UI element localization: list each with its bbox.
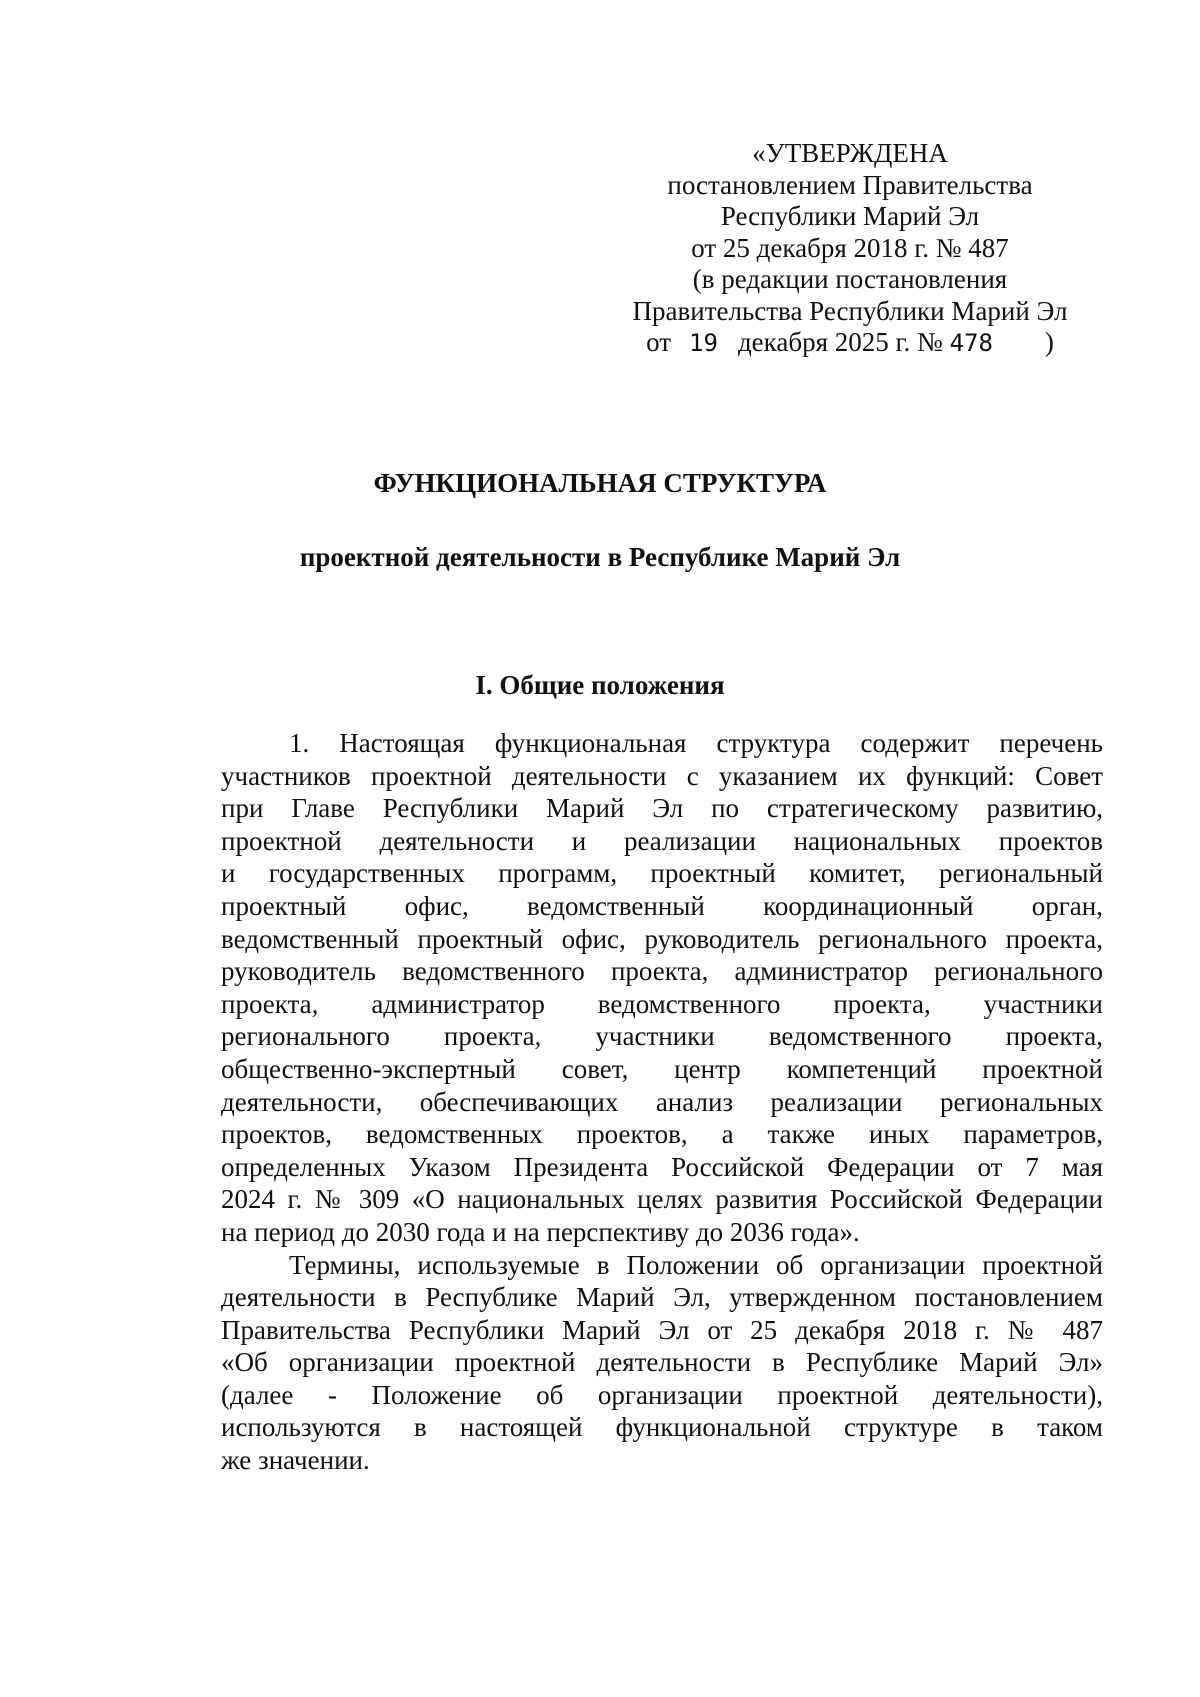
text-line: 1. Настоящая функциональная структура содержит перечень bbox=[289, 728, 1103, 758]
approval-amendment-date-line bbox=[600, 327, 1100, 360]
approval-line: (в редакции постановления bbox=[692, 264, 1008, 294]
amendment-month-year: декабря 2025 г. № bbox=[737, 327, 943, 357]
text-line: и государственных программ, проектный комитет, региональный bbox=[221, 858, 1103, 889]
approval-line: постановлением Правительства bbox=[667, 169, 1033, 200]
text-line: 2024 г. № 309 «О национальных целях развития Российской Федерации bbox=[221, 1184, 1103, 1215]
approval-line: Республики Марий Эл bbox=[720, 201, 980, 231]
text-line: при Главе Республики Марий Эл по стратегическому развитию, bbox=[221, 793, 1103, 824]
paragraph-2 bbox=[221, 1249, 1103, 1477]
amendment-number: 478 bbox=[949, 329, 993, 357]
approval-line: «УТВЕРЖДЕНА bbox=[752, 138, 948, 168]
amendment-close-paren: ) bbox=[1044, 327, 1054, 357]
document-title: ФУНКЦИОНАЛЬНАЯ СТРУКТУРА bbox=[373, 468, 827, 498]
text-line: «Об организации проектной деятельности в Республике Марий Эл» bbox=[221, 1347, 1103, 1378]
amendment-prefix: от bbox=[646, 327, 672, 357]
approval-line: от 25 декабря 2018 г. № 487 bbox=[691, 232, 1009, 263]
body-text bbox=[221, 727, 1103, 1477]
text-line: деятельности в Республике Марий Эл, утвержденном постановлением bbox=[221, 1282, 1103, 1313]
text-line: деятельности, обеспечивающих анализ реализации региональных bbox=[221, 1086, 1103, 1117]
text-line: руководитель ведомственного проекта, администратор регионального bbox=[221, 956, 1103, 987]
amendment-day: 19 bbox=[689, 329, 718, 357]
text-line: же значении. bbox=[221, 1445, 370, 1476]
text-line: регионального проекта, участники ведомственного проекта, bbox=[221, 1021, 1103, 1052]
approval-stamp-block bbox=[600, 138, 1100, 360]
text-line: участников проектной деятельности с указанием их функций: Совет bbox=[221, 760, 1103, 791]
text-line: Термины, используемые в Положении об организации проектной bbox=[289, 1249, 1103, 1280]
section-heading: I. Общие положения bbox=[475, 670, 725, 700]
text-line: Правительства Республики Марий Эл от 25 декабря 2018 г. № 487 bbox=[221, 1314, 1103, 1345]
text-line: определенных Указом Президента Российской Федерации от 7 мая bbox=[221, 1151, 1103, 1182]
text-line: используются в настоящей функциональной структуре в таком bbox=[221, 1412, 1103, 1443]
text-line: проекта, администратор ведомственного проекта, участники bbox=[221, 988, 1103, 1019]
paragraph-1 bbox=[221, 727, 1103, 1249]
text-line: проектной деятельности и реализации национальных проектов bbox=[221, 825, 1103, 856]
text-line: ведомственный проектный офис, руководитель регионального проекта, bbox=[221, 923, 1103, 954]
document-subtitle: проектной деятельности в Республике Марий Эл bbox=[299, 542, 901, 572]
text-line: общественно-экспертный совет, центр компетенций проектной bbox=[221, 1053, 1103, 1084]
text-line: (далее - Положение об организации проектной деятельности), bbox=[221, 1379, 1103, 1410]
text-line: на период до 2030 года и на перспективу до 2036 года». bbox=[221, 1216, 860, 1247]
text-line: проектный офис, ведомственный координационный орган, bbox=[221, 890, 1103, 921]
approval-line: Правительства Республики Марий Эл bbox=[632, 295, 1068, 326]
text-line: проектов, ведомственных проектов, а также иных параметров, bbox=[221, 1119, 1103, 1150]
